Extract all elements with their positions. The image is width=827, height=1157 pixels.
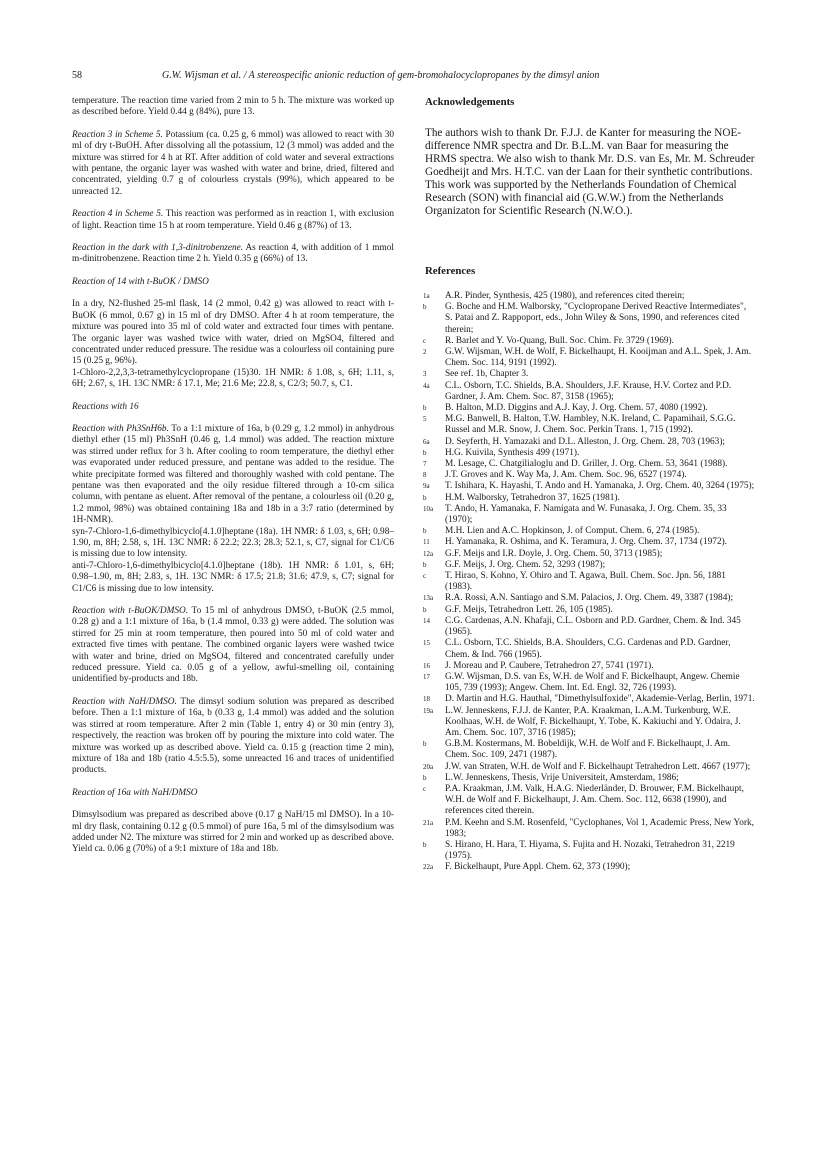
paragraph-gap — [72, 288, 394, 299]
body-paragraph — [72, 788, 394, 799]
reference-text: J.W. van Straten, W.H. de Wolf and F. Bickelhaupt Tetrahedron Lett. 4667 (1977); — [445, 761, 751, 772]
reference-text: G.F. Meijs and I.R. Doyle, J. Org. Chem. 50, 3713 (1985); — [445, 548, 663, 559]
reference-number: 21a — [423, 818, 434, 827]
paragraph-text: temperature. The reaction time varied from 2 min to 5 h. The mixture was worked up as described before. Yield 0.44 g (84%), pure 13. — [72, 96, 394, 118]
reference-number: 22a — [423, 863, 434, 872]
reference-text: C.L. Osborn, T.C. Shields, B.A. Shoulders, C.G. Cardenas and P.D. Gardner, Chem. & Ind. 766 (1965). — [445, 638, 731, 660]
reference-number: b — [423, 404, 427, 413]
reference-number: c — [423, 336, 427, 345]
body-paragraph — [72, 810, 394, 856]
body-paragraph — [72, 402, 394, 413]
reference-number: 3 — [423, 370, 427, 379]
paragraph-gap — [72, 595, 394, 606]
body-paragraph — [72, 606, 394, 686]
paragraph-heading: Reaction 4 in Scheme 5. — [72, 209, 164, 220]
paragraph-gap — [72, 266, 394, 277]
paragraph-gap — [72, 391, 394, 402]
page-header — [72, 70, 762, 84]
reference-text: A.R. Pinder, Synthesis, 425 (1980), and references cited therein; — [445, 291, 685, 301]
reference-item — [425, 526, 755, 537]
reference-number: 20a — [423, 762, 434, 771]
reference-item — [425, 302, 755, 336]
paragraph-heading: Reaction 3 in Scheme 5. — [72, 129, 163, 140]
paragraph-gap — [72, 413, 394, 424]
reference-item — [425, 862, 755, 873]
paragraph-text: To a 1:1 mixture of 16a, b (0.29 g, 1.2 mmol) in anhydrous diethyl ether (15 ml) Ph3SnH (0.46 g, 1.4 mmol) was added. The reaction mixture was stirred under reflux for 3 h. After cooling to room temperature, the diethyl ether was evaporated under reduced pressure, and pentane was added to the residue. The white precipitate formed was filtered and thoroughly washed with cold pentane. The pentane was then evaporated and the oily residue filtered through a 10-cm silica column, with pentane as eluent. After removal of the pentane, a colourless oil (0.20 g, 1.2 mmol, 98%) was obtained containing 18a and 18b in a 3:7 ratio (determined by 1H-NMR). — [72, 423, 394, 526]
reference-number: 1a — [423, 292, 430, 300]
reference-item — [425, 784, 755, 818]
body-paragraph — [72, 243, 394, 266]
reference-item — [425, 481, 755, 492]
paragraph-heading: Reaction with NaH/DMSO. — [72, 696, 177, 707]
reference-number: c — [423, 572, 427, 581]
reference-text: D. Martin and H.G. Hauthal, "Dimethylsulfoxide", Akademie-Verlag, Berlin, 1971. — [445, 694, 755, 705]
reference-number: b — [423, 448, 427, 457]
reference-text: T. Ando, H. Yamanaka, F. Namigata and W. Funasaka, J. Org. Chem. 35, 33 (1970); — [445, 503, 727, 526]
reference-item — [425, 661, 755, 672]
page-number: 58 — [72, 70, 82, 81]
body-paragraph — [72, 368, 394, 391]
reference-item — [425, 448, 755, 459]
paragraph-text: In a dry, N2-flushed 25-ml flask, 14 (2 mmol, 0.42 g) was allowed to react with t-BuOK (6 mmol, 0.67 g) in 15 ml of dry DMSO. After 4 h at room temperature, the mixture was poured into 35 ml of cold water and extracted four times with pentane. The organic layer was washed twice with water, dried on MgSO4, filtered and concentrated under reduced pressure. The residue was a colourless oil containing pure 15 (0.25 g, 96%). — [72, 299, 394, 367]
reference-item — [425, 638, 755, 660]
body-paragraph — [72, 424, 394, 527]
paragraph-heading: Reaction with Ph3SnH6b. — [72, 423, 169, 434]
reference-number: 17 — [423, 672, 430, 681]
reference-text: J. Moreau and P. Caubere, Tetrahedron 27, 5741 (1971). — [445, 660, 654, 671]
reference-number: 14 — [423, 616, 430, 625]
reference-item — [425, 762, 755, 773]
paragraph-text: The dimsyl sodium solution was prepared as described before. Then a 1:1 mixture of 16a, b (0.33 g, 1.4 mmol) was added and the solution was stirred at room temperature. After 2 min (Table 1, entry 4) or 30 min (entry 3), respectively, the reaction was broken off by pouring the mixture into cold water. The mixture was worked up as described above. Yield ca. 0.15 g (reaction time 2 min), mixture of 18a and 18b (ratio 4.5:5.5), some unreacted 16 and traces of unidentified products. — [72, 696, 394, 776]
reference-item — [425, 437, 755, 448]
reference-item — [425, 369, 755, 380]
reference-number: b — [423, 840, 427, 849]
body-paragraph — [72, 697, 394, 777]
reference-item — [425, 381, 755, 403]
references-heading: References — [425, 265, 476, 277]
reference-number: 10a — [423, 504, 434, 513]
right-column — [425, 96, 755, 874]
reference-item — [425, 403, 755, 414]
reference-text: R. Barlet and Y. Vo-Quang, Bull. Soc. Chim. Fr. 3729 (1969). — [445, 335, 674, 346]
reference-item — [425, 493, 755, 504]
reference-item — [425, 504, 755, 526]
reference-number: 13a — [423, 594, 434, 603]
reference-number: b — [423, 560, 427, 569]
reference-item — [425, 347, 755, 369]
paragraph-gap — [72, 686, 394, 697]
reference-text: B. Halton, M.D. Diggins and A.J. Kay, J. Org. Chem. 57, 4080 (1992). — [445, 403, 708, 414]
paragraph-gap — [72, 799, 394, 810]
paragraph-text: 1-Chloro-2,2,3,3-tetramethylcyclopropane (15)30. 1H NMR: δ 1.08, s, 6H; 1.11, s, 6H; 2.67, s, 1H. 13C NMR: δ 17.1, Me; 21.6 Me; 22.8, s, C2/3; 50.7, s, C1. — [72, 367, 394, 390]
reference-number: 16 — [423, 661, 430, 670]
reference-text: G.F. Meijs, J. Org. Chem. 52, 3293 (1987); — [445, 559, 606, 570]
reference-number: 7 — [423, 460, 427, 469]
body-paragraph — [72, 277, 394, 288]
reference-text: T. Ishihara, K. Hayashi, T. Ando and H. Yamanaka, J. Org. Chem. 40, 3264 (1975); — [445, 481, 755, 492]
paragraph-gap — [72, 119, 394, 130]
paragraph-gap — [72, 198, 394, 209]
paragraph-text: To 15 ml of anhydrous DMSO, t-BuOK (2.5 mmol, 0.28 g) and a 1:1 mixture of 16a, b (1.4 mmol, 0.33 g) were added. The solution was stirred for 25 min at room temperature, then poured into 50 ml of cold water and extracted five times with pentane. The combined organic layers were washed twice with water and brine, dried on MgSO4, filtered and concentrated carefully under reduced pressure. Yield ca. 0.05 g of a yellow, awful-smelling oil, containing unidentified by-products and 18b. — [72, 606, 394, 685]
reference-text: See ref. 1b, Chapter 3. — [445, 369, 529, 380]
reference-text: L.W. Jenneskens, Thesis, Vrije Universiteit, Amsterdam, 1986; — [445, 772, 679, 783]
reference-item — [425, 571, 755, 593]
reference-item — [425, 694, 755, 705]
reference-item — [425, 549, 755, 560]
reference-text: M.G. Banwell, B. Halton, T.W. Hambley, N.K. Ireland, C. Papamihail, S.G.G. Russel and M.R. Snow, J. Chem. Soc. Perkin Trans. 1, 715 (1992). — [445, 414, 736, 436]
body-paragraph — [72, 96, 394, 119]
reference-number: 12a — [423, 549, 434, 558]
reference-number: 15 — [423, 639, 430, 648]
reference-text: H.M. Walborsky, Tetrahedron 37, 1625 (1981). — [445, 492, 620, 503]
reference-item — [425, 739, 755, 761]
reference-text: J.T. Groves and K. Way Ma, J. Am. Chem. Soc. 96, 6527 (1974). — [445, 470, 687, 481]
reference-number: c — [423, 784, 427, 793]
reference-text: M.H. Lien and A.C. Hopkinson, J. of Comput. Chem. 6, 274 (1985). — [445, 526, 700, 537]
acknowledgements-heading: Acknowledgements — [425, 96, 515, 108]
reference-number: 11 — [423, 538, 430, 547]
reference-text: P.M. Keehn and S.M. Rosenfeld, "Cyclophanes, Vol 1, Academic Press, New York, 1983; — [445, 817, 754, 839]
reference-number: 18 — [423, 695, 430, 704]
reference-item — [425, 336, 755, 347]
paragraph-text: Dimsylsodium was prepared as described above (0.17 g NaH/15 ml DMSO). In a 10-ml dry flask, containing 0.12 g (0.5 mmol) of pure 16a, 5 ml of the dimsylsodium was added under N2. The mixture was stirred for 2 min and worked up as described above. Yield ca. 0.06 g (70%) of a 9:1 mixture of 18a and 18b. — [72, 810, 394, 855]
reference-item — [425, 818, 755, 840]
reference-text: G.W. Wijsman, D.S. van Es, W.H. de Wolf and F. Bickelhaupt, Angew. Chemie 105, 739 (1993); Angew. Chem. Int. Ed. Engl. 32, 726 (1993). — [445, 671, 740, 694]
reference-text: S. Hirano, H. Hara, T. Hiyama, S. Fujita and H. Nozaki, Tetrahedron 31, 2219 (1975). — [445, 839, 735, 862]
paragraph-heading: Reaction of 14 with t-BuOK / DMSO — [72, 276, 209, 287]
reference-item — [425, 616, 755, 638]
reference-text: P.A. Kraakman, J.M. Valk, H.A.G. Niederländer, D. Brouwer, F.M. Bickelhaupt, W.H. de Wolf and F. Bickelhaupt, J. Am. Chem. Soc. 112, 6638 (1990), and references cited therein. — [445, 783, 744, 817]
paragraph-text: As reaction 4, with addition of 1 mmol m-dinitrobenzene. Reaction time 2 h. Yield 0.35 g (66%) of 13. — [72, 243, 394, 265]
reference-number: b — [423, 493, 427, 502]
reference-text: T. Hirao, S. Kohno, Y. Ohiro and T. Agawa, Bull. Chem. Soc. Jpn. 56, 1881 (1983). — [445, 571, 726, 593]
reference-number: b — [423, 527, 427, 536]
reference-text: R.A. Rossi, A.N. Santiago and S.M. Palacios, J. Org. Chem. 49, 3387 (1984); — [445, 593, 734, 604]
reference-item — [425, 537, 755, 548]
reference-number: 5 — [423, 415, 427, 424]
paragraph-text: anti-7-Chloro-1,6-dimethylbicyclo[4.1.0]heptane (18b). 1H NMR: δ 1.01, s, 6H; 0.98–1.90, m, 8H; 2.83, s, 1H. 13C NMR: δ 17.5; 21.8; 31.6; 47.9, s, C7; signal for C1/C6 is missing due to low intensity. — [72, 560, 394, 594]
reference-number: 2 — [423, 348, 427, 357]
reference-number: 19a — [423, 706, 434, 715]
reference-number: 6a — [423, 437, 430, 446]
body-paragraph — [72, 130, 394, 198]
paragraph-heading: Reactions with 16 — [72, 401, 139, 412]
reference-item — [425, 470, 755, 481]
reference-text: C.L. Osborn, T.C. Shields, B.A. Shoulders, J.F. Krause, H.V. Cortez and P.D. Gardner, J. Am. Chem. Soc. 87, 3158 (1965); — [445, 380, 732, 402]
paragraph-text: This reaction was performed as in reaction 1, with exclusion of light. Reaction time 15 h at room temperature. Yield 0.46 g (87%) of 13. — [72, 209, 394, 231]
left-column — [72, 96, 394, 856]
reference-text: G.W. Wijsman, W.H. de Wolf, F. Bickelhaupt, H. Kooijman and A.L. Spek, J. Am. Chem. Soc. 114, 9191 (1992). — [445, 347, 752, 369]
reference-number: b — [423, 740, 427, 749]
running-title: G.W. Wijsman et al. / A stereospecific anionic reduction of gem-bromohalocyclopropanes by the dimsyl anion — [162, 70, 600, 81]
reference-text: F. Bickelhaupt, Pure Appl. Chem. 62, 373 (1990); — [445, 862, 631, 873]
reference-item — [425, 706, 755, 740]
reference-text: G.F. Meijs, Tetrahedron Lett. 26, 105 (1985). — [445, 604, 613, 615]
reference-text: G.B.M. Kostermans, M. Bobeldijk, W.H. de Wolf and F. Bickelhaupt, J. Am. Chem. Soc. 109, 2471 (1987). — [445, 739, 731, 761]
paragraph-text: Potassium (ca. 0.25 g, 6 mmol) was allowed to react with 30 ml of dry t-BuOH. After dissolving all the potassium, 12 (3 mmol) was added and the mixture was stirred for 4 h at RT. After addition of cold water and several extractions with pentane, the organic layer was washed with water and brine, dried, filtered and concentrated, yielding 0.7 g of colourless crystals (99%), which appeared to be unreacted 12. — [72, 129, 394, 197]
paragraph-text: syn-7-Chloro-1,6-dimethylbicyclo[4.1.0]heptane (18a). 1H NMR: δ 1.03, s, 6H; 0.98–1.90, m, 8H; 2.58, s, 1H. 13C NMR: δ 22.2; 22.3; 28.3; 52.1, s, C7, signal for C1/C6 is missing due to low intensity. — [72, 526, 394, 560]
reference-number: 4a — [423, 381, 430, 390]
reference-number: b — [423, 605, 427, 614]
reference-item — [425, 773, 755, 784]
reference-item — [425, 291, 755, 302]
paragraph-gap — [72, 777, 394, 788]
reference-item — [425, 605, 755, 616]
reference-text: C.G. Cardenas, A.N. Khafaji, C.L. Osborn and P.D. Gardner, Chem. & Ind. 345 (1965). — [445, 615, 741, 638]
reference-item — [425, 414, 755, 436]
reference-item — [425, 459, 755, 470]
body-paragraph — [72, 299, 394, 367]
reference-text: D. Seyferth, H. Yamazaki and D.L. Alleston, J. Org. Chem. 28, 703 (1963); — [445, 436, 725, 447]
paragraph-heading: Reaction with t-BuOK/DMSO. — [72, 606, 189, 617]
paragraph-gap — [72, 232, 394, 243]
reference-text: H.G. Kuivila, Synthesis 499 (1971). — [445, 447, 580, 458]
body-paragraph — [72, 209, 394, 232]
reference-text: L.W. Jenneskens, F.J.J. de Kanter, P.A. Kraakman, L.A.M. Turkenburg, W.E. Koolhaas, W.H. de Wolf, F. Bickelhaupt, Y. Tobe, K. Kakiuchi and Y. Odaira, J. Am. Chem. Soc. 107, 3716 (1985); — [445, 705, 741, 738]
paragraph-heading: Reaction in the dark with 1,3-dinitrobenzene. — [72, 243, 244, 254]
reference-text: G. Boche and H.M. Walborsky, "Cyclopropane Derived Reactive Intermediates", S. Patai and Z. Rappoport, eds., John Wiley & Sons, 1990, and references cited therein; — [445, 302, 747, 335]
body-paragraph — [72, 527, 394, 561]
acknowledgements-text: The authors wish to thank Dr. F.J.J. de Kanter for measuring the NOE-difference NMR spectra and Dr. B.L.M. van Baar for measuring the HRMS spectra. We also wish to thank Mr. D.S. van Es, Mr. M. Schreuder Goedheijt and Mrs. H.T.C. van der Laan for their synthetic contributions. This work was supported by the Netherlands Foundation of Chemical Research (SON) with financial aid (G.W.W.) from the Netherlands Organizaton for Scientific Research (N.W.O.). — [425, 127, 755, 217]
reference-text: H. Yamanaka, R. Oshima, and K. Teramura, J. Org. Chem. 37, 1734 (1972). — [445, 537, 728, 548]
reference-item — [425, 593, 755, 604]
reference-number: 8 — [423, 471, 427, 480]
reference-item — [425, 672, 755, 694]
reference-number: b — [423, 303, 427, 312]
paragraph-heading: Reaction of 16a with NaH/DMSO — [72, 787, 198, 798]
references-list — [425, 291, 755, 874]
reference-number: 9a — [423, 482, 430, 491]
reference-item — [425, 840, 755, 862]
body-paragraph — [72, 561, 394, 595]
reference-number: b — [423, 773, 427, 782]
reference-text: M. Lesage, C. Chatgilialoglu and D. Griller, J. Org. Chem. 53, 3641 (1988). — [445, 459, 728, 470]
reference-item — [425, 560, 755, 571]
